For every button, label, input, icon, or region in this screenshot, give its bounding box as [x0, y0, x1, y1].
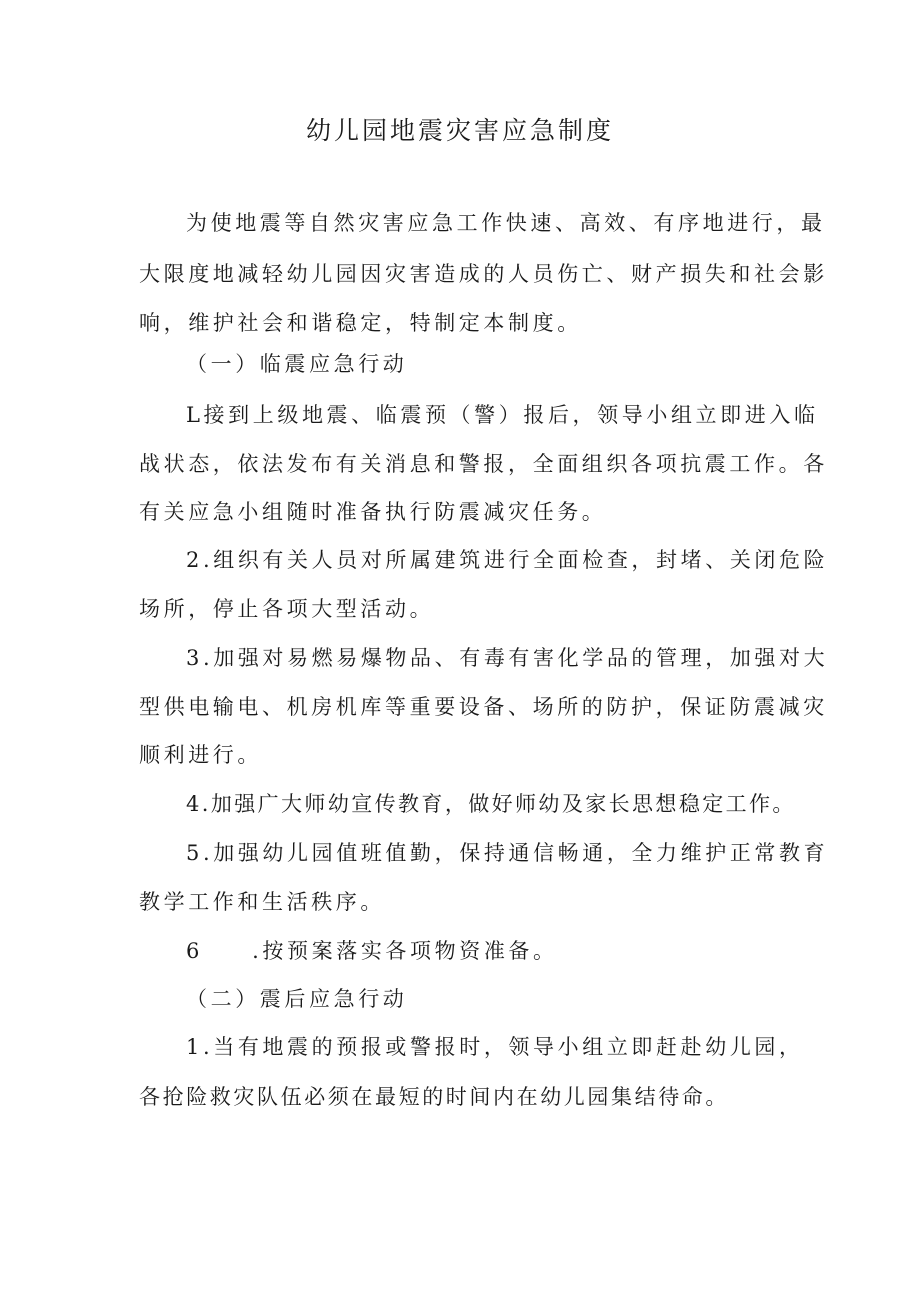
- paragraph-line: 3.加强对易燃易爆物品、有毒有害化学品的管理，加强对大: [186, 646, 829, 670]
- paragraph-line: 响，维护社会和谐稳定，特制定本制度。: [139, 311, 582, 335]
- paragraph-line: 大限度地减轻幼儿园因灾害造成的人员伤亡、财产损失和社会影: [139, 262, 828, 286]
- paragraph-line: 有关应急小组随时准备执行防震减灾任务。: [139, 500, 607, 524]
- paragraph-line: 为使地震等自然灾害应急工作快速、高效、有序地进行，最: [186, 211, 826, 235]
- paragraph-line: 1.当有地震的预报或警报时，领导小组立即赶赴幼儿园，: [186, 1035, 804, 1059]
- paragraph-line: 6 .按预案落实各项物资准备。: [186, 939, 558, 963]
- paragraph-line: L接到上级地震、临震预（警）报后，领导小组立即进入临: [186, 403, 819, 427]
- paragraph-line: 各抢险救灾队伍必须在最短的时间内在幼儿园集结待命。: [139, 1085, 729, 1109]
- paragraph-line: 5.加强幼儿园值班值勤，保持通信畅通，全力维护正常教育: [186, 841, 829, 865]
- paragraph-line: 4.加强广大师幼宣传教育，做好师幼及家长思想稳定工作。: [186, 792, 796, 816]
- paragraph-line: 型供电输电、机房机库等重要设备、场所的防护，保证防震减灾: [139, 695, 828, 719]
- paragraph-line: 战状态，依法发布有关消息和警报，全面组织各项抗震工作。各: [139, 452, 828, 476]
- document-title: 幼儿园地震灾害应急制度: [305, 116, 614, 145]
- section-heading: （二）震后应急行动: [186, 987, 408, 1011]
- paragraph-line: 教学工作和生活秩序。: [139, 890, 385, 914]
- paragraph-line: 场所，停止各项大型活动。: [139, 597, 435, 621]
- paragraph-line: 2.组织有关人员对所属建筑进行全面检查，封堵、关闭危险: [186, 548, 829, 572]
- paragraph-line: 顺利进行。: [139, 743, 262, 767]
- section-heading: （一）临震应急行动: [186, 352, 408, 376]
